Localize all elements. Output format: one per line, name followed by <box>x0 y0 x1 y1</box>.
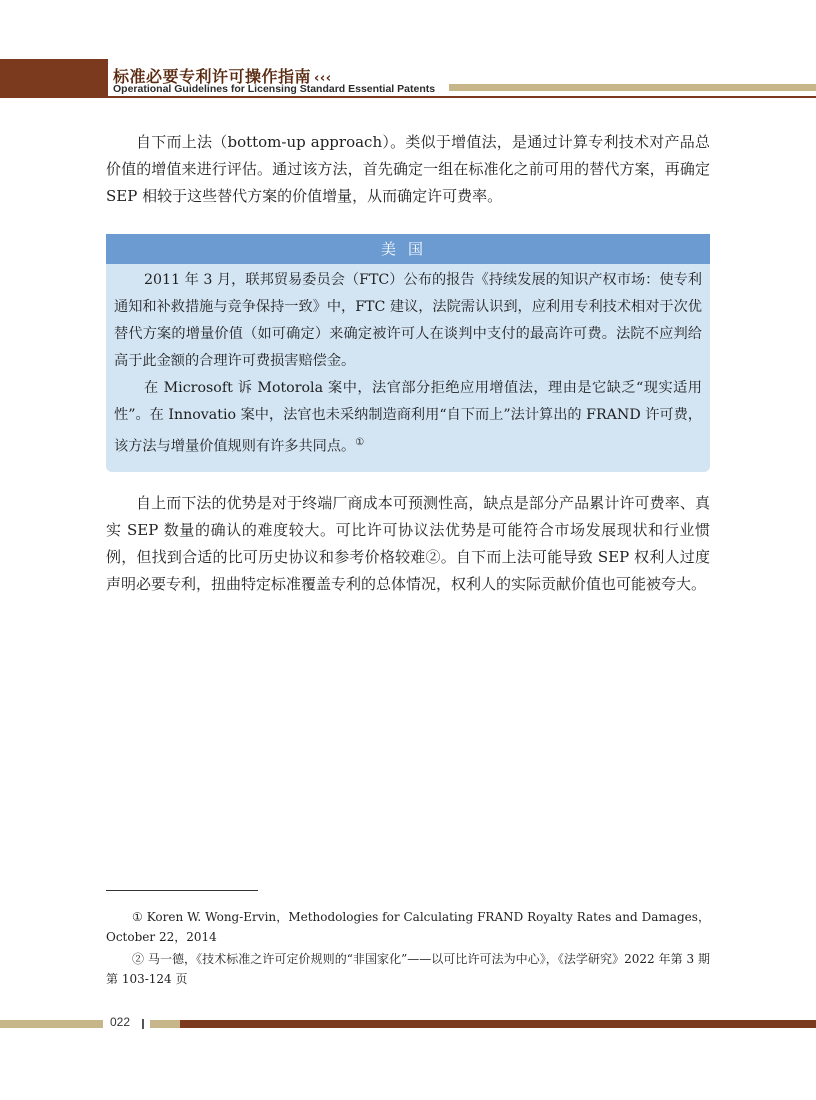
header-gold-rule <box>449 84 816 91</box>
us-case-box <box>106 234 710 472</box>
footer-brown-bar <box>180 1020 816 1028</box>
footnote-1: ① Koren W. Wong-Ervin，Methodologies for Calculating FRAND Royalty Rates and Damages，October 22，2014 <box>106 910 710 944</box>
body-paragraph-comparison: 自上而下法的优势是对于终端厂商成本可预测性高，缺点是部分产品累计许可费率、真实 SEP 数量的确认的难度较大。可比许可协议法优势是可能符合市场发展现状和行业惯例，但找到合适的比可历史协议和参考价格较难②。自下而上法可能导致 SEP 权利人过度声明必要专利，扭曲特定标准覆盖专利的总体情况，权利人的实际贡献价值也可能被夸大。 <box>106 494 710 593</box>
us-case-box-body <box>106 264 710 461</box>
footer-tick <box>142 1019 144 1029</box>
chevron-left-icon: ‹‹‹ <box>314 71 332 86</box>
footnote-ref-1[interactable]: ① <box>355 437 365 448</box>
footnote-2: ② 马一德，《技术标准之许可定价规则的“非国家化”——以可比许可法为中心》，《法学研究》2022 年第 3 期第 103-124 页 <box>106 952 710 986</box>
header-title-text: 标准必要专利许可操作指南 <box>113 67 312 86</box>
body-paragraph-bottom-up: 自下而上法（bottom-up approach）。类似于增值法，是通过计算专利技术对产品总价值的增值来进行评估。通过该方法，首先确定一组在标准化之前可用的替代方案，再确定 SEP 相较于这些替代方案的价值增量，从而确定许可费率。 <box>106 133 710 205</box>
footnote-divider <box>106 890 258 891</box>
footer-gold-bar-left <box>0 1020 103 1028</box>
us-case-paragraph-microsoft-text: 在 Microsoft 诉 Motorola 案中，法官部分拒绝应用增值法，理由是它缺乏“现实适用性”。在 Innovatio 案中，法官也未采纳制造商利用“自下而上”法计算出的 FRAND 许可费，该方法与增量价值规则有许多共同点。 <box>114 380 702 455</box>
running-header-subtitle: Operational Guidelines for Licensing Standard Essential Patents <box>113 83 436 95</box>
us-case-paragraph-ftc: 2011 年 3 月，联邦贸易委员会（FTC）公布的报告《持续发展的知识产权市场：使专利通知和补救措施与竞争保持一致》中，FTC 建议，法院需认识到，应利用专利技术相对于次优替代方案的增量价值（如可确定）来确定被许可人在谈判中支付的最高许可费。法院不应判给高于此金额的合理许可费损害赔偿金。 <box>114 272 702 369</box>
us-case-paragraph-microsoft <box>114 375 702 461</box>
us-case-box-heading: 美国 <box>106 234 710 264</box>
footer-gold-bar-mid <box>150 1020 180 1028</box>
page-number: 022 <box>110 1015 131 1029</box>
header-divider <box>0 96 816 98</box>
header-accent-bar <box>0 59 108 98</box>
